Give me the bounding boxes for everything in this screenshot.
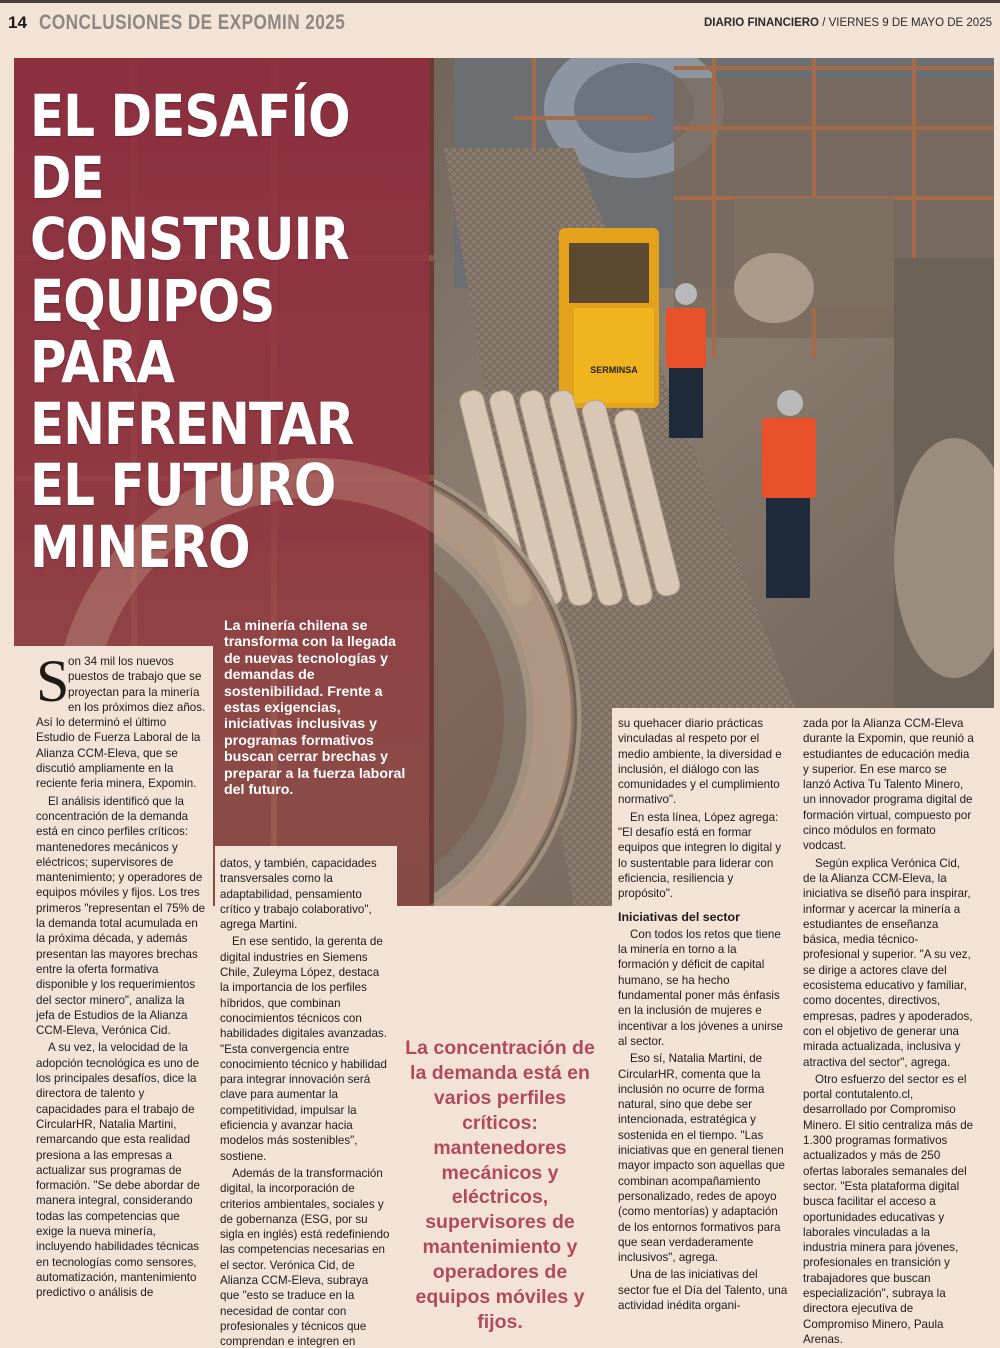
article-column-2 — [220, 856, 390, 1348]
headline-line: ENFRENTAR — [30, 389, 354, 458]
article-paragraph: A su vez, la velocidad de la adopción tecnológica es uno de los principales desafíos, dice la directora de talento y capacidades para el trabajo de CircularHR, Natalia Martini, remarcando que esta realidad presiona a las empresas a actualizar sus programas de formación. "Se debe abordar de manera integral, considerando todas las competencias que exige la nueva minería, incluyendo habilidades técnicas en tecnologías como sensores, automatización, mantenimiento predictivo o análisis de — [36, 1041, 200, 1300]
lead-paragraph: La minería chilena se transforma con la llegada de nuevas tecnologías y demandas de sostenibilidad. Frente a estas exigencias, iniciativas inclusivas y programas formativos buscan cerrar brechas y preparar a la fuerza laboral del futuro. — [224, 618, 406, 799]
page-header — [0, 0, 1000, 42]
article-paragraph: En esta línea, López agrega: "El desafío está en formar equipos que integren lo digital y lo sustentable para liderar con eficiencia, resiliencia y propósito". — [618, 810, 782, 901]
article-paragraph: Con todos los retos que tiene la minería en torno a la formación y déficit de capital humano, se ha hecho fundamental poner más énfasis en la inclusión de mujeres e incentivar a los jóvenes a unirse al sector. — [618, 927, 783, 1048]
article-paragraph: Además de la transformación digital, la incorporación de criterios ambientales, sociales y de gobernanza (ESG, por su sigla en inglés) está redefiniendo las competencias necesarias en el sector. Verónica Cid, de Alianza CCM-Eleva, subraya que "esto se traduce en la necesidad de contar con profesionales y técnicos que comprendan e integren en — [220, 1166, 390, 1348]
headline-line: EL DESAFÍO — [30, 82, 350, 150]
article-paragraph: En ese sentido, la gerenta de digital industries en Siemens Chile, Zuleyma López, destaca la importancia de los perfiles híbridos, que combinan conocimientos técnicos con habilidades digitales avanzadas. "Esta convergencia entre conocimiento técnico y habilidad para integrar innovación será clave para aumentar la competitividad, impulsar la eficiencia y avanzar hacia modelos más sostenibles", sostiene. — [220, 935, 387, 1163]
headline-line: MINERO — [30, 512, 250, 581]
loco-label: SERMINSA — [590, 365, 638, 375]
edition-line — [704, 17, 992, 29]
article-paragraph — [36, 648, 206, 792]
article-column-3 — [618, 716, 788, 1315]
publication-name: DIARIO FINANCIERO — [704, 16, 819, 29]
headline-line: DE — [30, 143, 104, 212]
article-paragraph: zada por la Alianza CCM-Eleva durante la Expomin, que reunió a estudiantes de educación media y superior. En ese marco se lanzó Activa Tu Talento Minero, un innovador programa digital de formación virtual, compuesto por cinco módulos en formato vodcast. — [803, 717, 974, 853]
pull-quote: La concentración de la demanda está en varios perfiles críticos: mantenedores mecánicos y eléctricos, supervisores de mantenimiento y operadores de equipos móviles y fijos. — [405, 1037, 595, 1333]
article-paragraph: Otro esfuerzo del sector es el portal contutalento.cl, desarrollado por Compromiso Minero. El sitio centraliza más de 1.300 programas formativos actualizados y más de 250 ofertas laborales semanales del sector. "Esta plataforma digital busca facilitar el acceso a oportunidades educativas y laborales vinculadas a la industria minera para jóvenes, profesionales en transición y trabajadores que buscan especialización", subraya la directora ejecutiva de Compromiso Minero, Paula Arenas. — [803, 1072, 974, 1346]
page-number: 14 — [8, 12, 27, 32]
article-paragraph: Eso sí, Natalia Martini, de CircularHR, comenta que la inclusión no ocurre de forma natural, sino que debe ser intencionada, estratégica y sostenida en el tiempo. "Las iniciativas que en general tienen mayor impacto son aquellas que combinan acompañamiento personalizado, redes de apoyo (como mentorías) y adaptación de los entornos formativos para que sean verdaderamente inclusivos", agrega. — [618, 1052, 785, 1265]
article-column-1 — [36, 648, 206, 1302]
article-paragraph: su quehacer diario prácticas vinculadas al respeto por el medio ambiente, la diversidad e inclusión, el diálogo con las comunidades y el cumplimiento normativo". — [618, 717, 782, 807]
headline-line: CONSTRUIR — [30, 205, 349, 273]
article-paragraph: Una de las iniciativas del sector fue el Día del Talento, una actividad inédita organi- — [618, 1268, 788, 1312]
article-paragraph: El análisis identificó que la concentración de la demanda está en cinco perfiles críticos: mantenedores mecánicos y eléctricos; supervisores de mantenimiento; y operadores de equipos móviles y fijos. Los tres primeros "representan el 75% de la demanda total acumulada en la próxima década, y además presentan las mayores brechas entre la oferta formativa disponible y los requerimientos del sector minero", analiza la jefa de Estudios de la Alianza CCM-Eleva, Verónica Cid. — [36, 794, 206, 1038]
article-paragraph: Según explica Verónica Cid, de la Alianza CCM-Eleva, la iniciativa se diseñó para inspirar, informar y acercar la minería a estudiantes de enseñanza básica, media técnico-profesional y superior. "A su vez, se dirige a actores clave del ecosistema educativo y familiar, como docentes, directivos, empresas, padres y apoderados, con el objetivo de generar una mirada actualizada, inclusiva y atractiva del sector", agrega. — [803, 856, 973, 1069]
section-title: CONCLUSIONES DE EXPOMIN 2025 — [38, 10, 346, 34]
edition-date: / VIERNES 9 DE MAYO DE 2025 — [819, 16, 992, 29]
headline-line: PARA — [30, 328, 175, 396]
drop-cap: S — [36, 648, 70, 714]
paragraph-text: on 34 mil los nuevos puestos de trabajo que se proyectan para la minería en los próximos diez años. Así lo determinó el último Estudio de Fuerza Laboral de la Alianza CCM-Eleva, que se discutió ampliamente en la reciente feria minera, Expomin. — [36, 655, 206, 791]
article-paragraph: datos, y también, capacidades transversales como la adaptabilidad, pensamiento crítico y trabajo colaborativo", agrega Martini. — [220, 857, 377, 932]
section-subhead: Iniciativas del sector — [618, 909, 740, 924]
headline-line: EQUIPOS — [30, 266, 275, 335]
article-column-4 — [803, 716, 975, 1348]
headline — [30, 82, 374, 581]
headline-line: EL FUTURO — [30, 451, 336, 519]
